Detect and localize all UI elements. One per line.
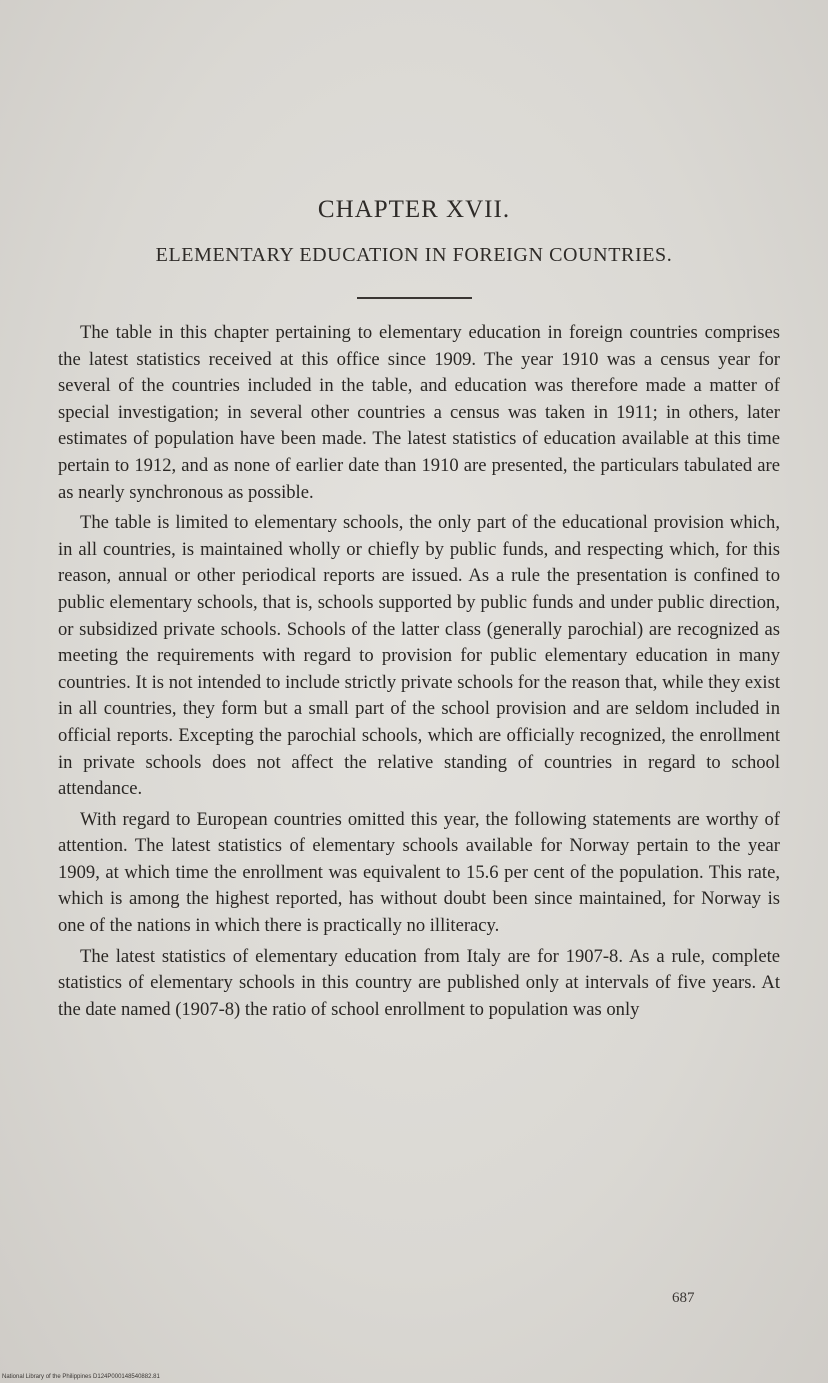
library-watermark: National Library of the Philippines D124P000148540882.81 bbox=[2, 1374, 160, 1380]
chapter-subtitle: ELEMENTARY EDUCATION IN FOREIGN COUNTRIES. bbox=[155, 244, 673, 266]
paragraph-2: The table is limited to elementary schools, the only part of the educational provision which, in all countries, is maintained wholly or chiefly by public funds, and respecting which, for this reason, annual or other periodical reports are issued. As a rule the presentation is confined to public elementary schools, that is, schools supported by public funds and under public direction, or subsidized private schools. Schools of the latter class (generally parochial) are recognized as meeting the requirements with regard to provision for public elementary education in many countries. It is not intended to include strictly private schools for the reason that, while they exist in all countries, they form but a small part of the school provision and are seldom included in official reports. Excepting the parochial schools, which are officially recognized, the enrollment in private schools does not affect the relative standing of countries in regard to school attendance. bbox=[58, 512, 780, 800]
paragraph-3: With regard to European countries omitted this year, the following statements are worthy of attention. The latest statistics of elementary schools available for Norway pertain to the year 1909, at which time the enrollment was equivalent to 15.6 per cent of the population. This rate, which is among the highest reported, has without doubt been since maintained, for Norway is one of the nations in which there is practically no illiteracy. bbox=[58, 808, 780, 937]
paragraph-1: The table in this chapter pertaining to elementary education in foreign countries comprises the latest statistics received at this office since 1909. The year 1910 was a census year for several of the countries included in the table, and education was therefore made a matter of special investigation; in several other countries a census was taken in 1911; in others, later estimates of population have been made. The latest statistics of education available at this time pertain to 1912, and as none of earlier date than 1910 are presented, the particulars tabulated are as nearly synchronous as possible. bbox=[58, 322, 780, 503]
paragraph-4: The latest statistics of elementary education from Italy are for 1907-8. As a rule, complete statistics of elementary schools in this country are published only at intervals of five years. At the date named (1907-8) the ratio of school enrollment to population was only bbox=[58, 945, 780, 1020]
page-number: 687 bbox=[672, 1290, 695, 1306]
chapter-title: CHAPTER XVII. bbox=[317, 196, 511, 223]
section-divider bbox=[357, 297, 472, 299]
body-text bbox=[58, 320, 780, 1023]
